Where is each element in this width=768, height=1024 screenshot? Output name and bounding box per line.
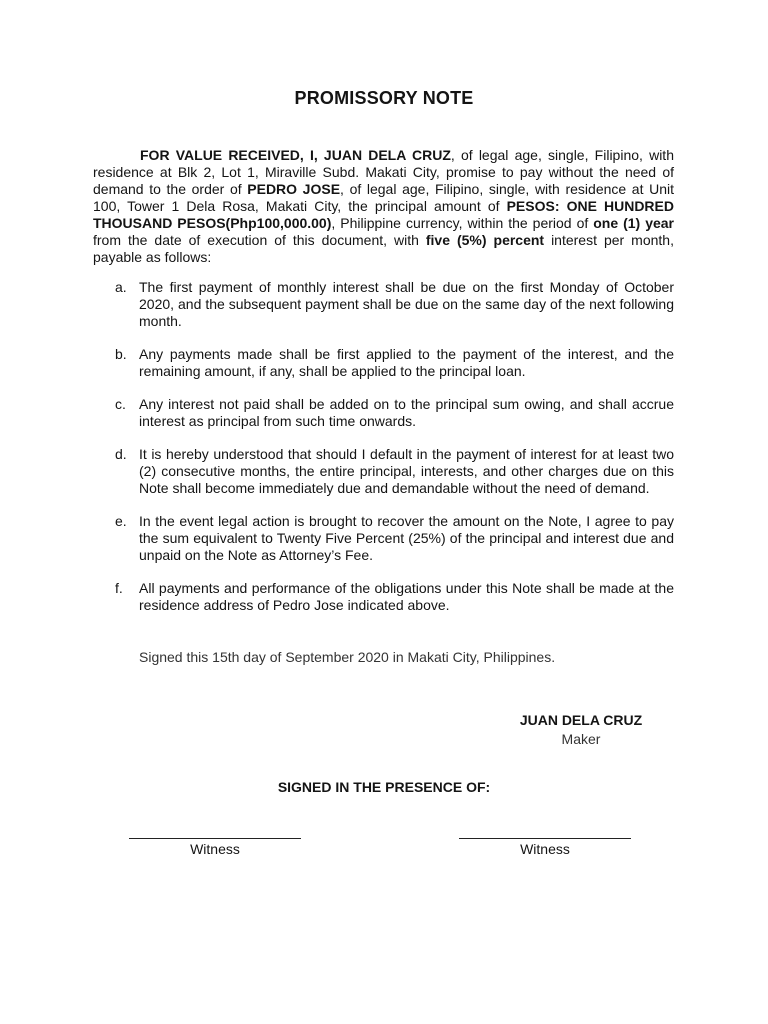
list-item-text: Any payments made shall be first applied to the payment of the interest, and the remaining amount, if any, shall be applied to the principal loan. xyxy=(139,346,674,379)
signed-date-line: Signed this 15th day of September 2020 in Makati City, Philippines. xyxy=(139,649,556,665)
list-item-text: The first payment of monthly interest shall be due on the first Monday of October 2020, and the subsequent payment shall be due on the same day of the next following month. xyxy=(139,279,674,329)
list-marker: f. xyxy=(115,580,123,596)
list-item-text: All payments and performance of the obligations under this Note shall be made at the residence address of Pedro Jose indicated above. xyxy=(139,580,674,613)
intro-bold-3: PESOS: ONE HUNDRED THOUSAND PESOS(Php100,000.00) xyxy=(93,198,674,231)
list-item xyxy=(93,279,674,330)
intro-text-2: , of legal age, Filipino, single, with residence at Unit 100, Tower 1 Dela Rosa, Makati City, the principal amount of xyxy=(93,181,675,214)
list-item xyxy=(93,580,674,614)
list-marker: b. xyxy=(115,346,127,362)
list-item-text: In the event legal action is brought to recover the amount on the Note, I agree to pay the sum equivalent to Twenty Five Percent (25%) of the principal and interest due and unpaid on the Note as Attorney’s Fee. xyxy=(139,513,674,563)
intro-text-1: , of legal age, single, Filipino, with residence at Blk 2, Lot 1, Miraville Subd. Makati City, promise to pay without the need of demand to the order of xyxy=(93,147,674,197)
signature-line xyxy=(129,828,301,839)
list-item-text: It is hereby understood that should I default in the payment of interest for at least two (2) consecutive months, the entire principal, interests, and other charges due on this Note shall become immediately due and demandable without the need of demand. xyxy=(139,446,674,496)
intro-text-5: interest per month, payable as follows: xyxy=(93,232,674,265)
list-marker: a. xyxy=(115,279,127,295)
intro-paragraph xyxy=(93,147,674,266)
intro-bold-1: FOR VALUE RECEIVED, I, JUAN DELA CRUZ xyxy=(140,147,451,163)
intro-bold-5: five (5%) percent xyxy=(425,232,545,248)
signature-line xyxy=(459,828,631,839)
document-title: PROMISSORY NOTE xyxy=(294,88,474,108)
intro-bold-4: one (1) year xyxy=(593,215,674,231)
intro-text-4: from the date of execution of this document, with xyxy=(93,232,426,248)
presence-heading: SIGNED IN THE PRESENCE OF: xyxy=(277,779,491,795)
witness-label: Witness xyxy=(520,841,570,857)
list-marker: c. xyxy=(115,396,126,412)
list-item-text: Any interest not paid shall be added on to the principal sum owing, and shall accrue interest as principal from such time onwards. xyxy=(139,396,674,429)
witness-block-left xyxy=(125,828,305,857)
list-item xyxy=(93,346,674,380)
intro-text-3: , Philippine currency, within the period of xyxy=(331,215,594,231)
terms-list xyxy=(93,279,674,630)
maker-role: Maker xyxy=(561,731,601,747)
witness-block-right xyxy=(455,828,635,857)
witness-label: Witness xyxy=(190,841,240,857)
list-marker: d. xyxy=(115,446,127,462)
list-item xyxy=(93,396,674,430)
list-item xyxy=(93,513,674,564)
list-item xyxy=(93,446,674,497)
list-marker: e. xyxy=(115,513,127,529)
intro-bold-2: PEDRO JOSE xyxy=(247,181,341,197)
maker-name: JUAN DELA CRUZ xyxy=(519,712,643,728)
